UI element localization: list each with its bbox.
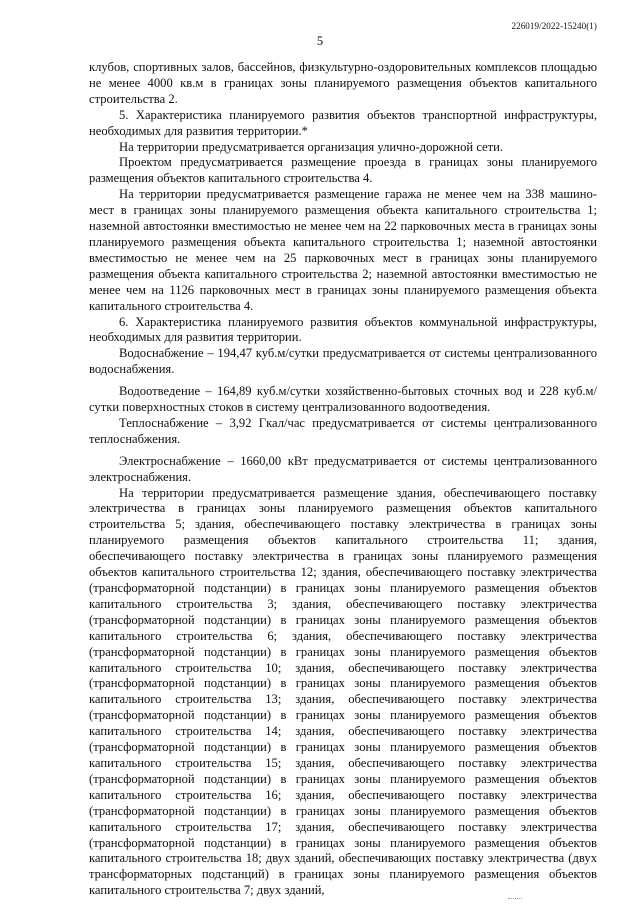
section-heading-utilities: 6. Характеристика планируемого развития объектов коммунальной инфраструктуры, необходимых для развития территории. bbox=[89, 314, 597, 345]
document-body bbox=[89, 60, 597, 899]
paragraph-power-supply: Электроснабжение – 1660,00 кВт предусматривается от системы централизованного электроснабжения. bbox=[89, 453, 597, 484]
paragraph-heat-supply: Теплоснабжение – 3,92 Гкал/час предусматривается от системы централизованного теплоснабжения. bbox=[89, 415, 597, 446]
paragraph-driveway: Проектом предусматривается размещение проезда в границах зоны планируемого размещения объектов капитального строительства 4. bbox=[89, 155, 597, 186]
paragraph-substations: На территории предусматривается размещение здания, обеспечивающего поставку электричества в границах зоны планируемого размещения объектов капитального строительства 5; здания, обеспечивающего поставку электричества в границах зоны планируемого размещения объектов капитального строительства 11; здания, обеспечивающего поставку электричества в границах зоны планируемого размещения объектов капитального строительства 12; здания, обеспечивающего поставку электричества (трансформаторной подстанции) в границах зоны планируемого размещения объектов капитального строительства 3; здания, обеспечивающего поставку электричества (трансформаторной подстанции) в границах зоны планируемого размещения объектов капитального строительства 6; здания, обеспечивающего поставку электричества (трансформаторной подстанции) в границах зоны планируемого размещения объектов капитального строительства 10; здания, обеспечивающего поставку электричества (трансформаторной подстанции) в границах зоны планируемого размещения объектов капитального строительства 13; здания, обеспечивающего поставку электричества (трансформаторной подстанции) в границах зоны планируемого размещения объектов капитального строительства 14; здания, обеспечивающего поставку электричества (трансформаторной подстанции) в границах зоны планируемого размещения объектов капитального строительства 15; здания, обеспечивающего поставку электричества (трансформаторной подстанции) в границах зоны планируемого размещения объектов капитального строительства 16; здания, обеспечивающего поставку электричества (трансформаторной подстанции) в границах зоны планируемого размещения объектов капитального строительства 17; здания, обеспечивающего поставку электричества (трансформаторной подстанции) в границах зоны планируемого размещения объектов капитального строительства 18; двух зданий, обеспечивающих поставку электричества (двух трансформаторных подстанций) в границах зоны планируемого размещения объектов капитального строительства 7; двух зданий, bbox=[89, 485, 597, 898]
section-heading-transport: 5. Характеристика планируемого развития объектов транспортной инфраструктуры, необходимых для развития территории.* bbox=[89, 107, 597, 138]
paragraph-water-supply: Водоснабжение – 194,47 куб.м/сутки предусматривается от системы централизованного водоснабжения. bbox=[89, 346, 597, 377]
paragraph-parking: На территории предусматривается размещение гаража не менее чем на 338 машино-мест в границах зоны планируемого размещения объекта капитального строительства 1; наземной автостоянки вместимостью не менее чем на 22 парковочных места в границах зоны планируемого размещения объекта капитального строительства 1; наземной автостоянки вместимостью не менее чем на 25 парковочных мест в границах зоны планируемого размещения объекта капитального строительства 2; наземной автостоянки вместимостью не менее чем на 1126 парковочных мест в границах зоны планируемого размещения объекта капитального строительства 4. bbox=[89, 187, 597, 313]
paragraph-road-network: На территории предусматривается организация улично-дорожной сети. bbox=[119, 139, 504, 154]
scan-footer-mark bbox=[508, 898, 522, 900]
paragraph-water-disposal: Водоотведение – 164,89 куб.м/сутки хозяйственно-бытовых сточных вод и 228 куб.м/сутки поверхностных стоков в систему централизованного водоотведения. bbox=[89, 384, 597, 415]
document-number: 226019/2022-15240(1) bbox=[511, 21, 597, 31]
paragraph-continuation: клубов, спортивных залов, бассейнов, физкультурно-оздоровительных комплексов площадью не менее 4000 кв.м в границах зоны планируемого размещения объектов капитального строительства 2. bbox=[89, 60, 597, 106]
page-number: 5 bbox=[316, 34, 324, 48]
